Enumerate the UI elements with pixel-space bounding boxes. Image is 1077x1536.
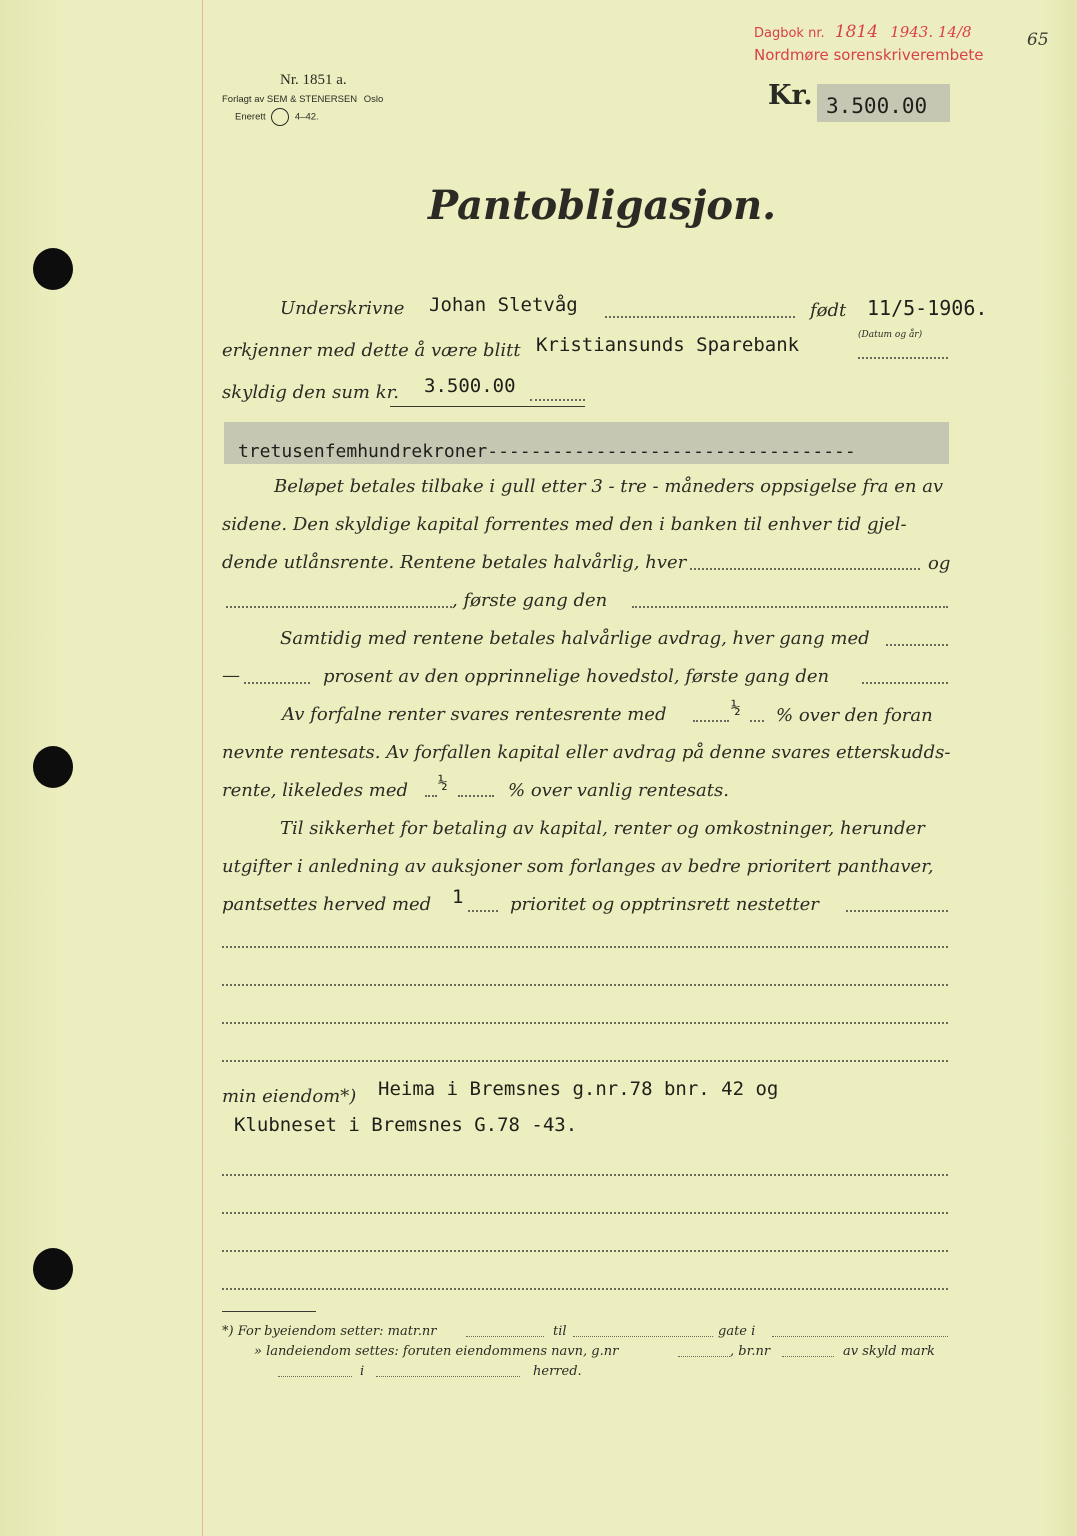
dotted-line xyxy=(222,984,948,986)
sum-underline xyxy=(390,406,585,407)
undersigned-label: Underskrivne xyxy=(280,298,405,319)
publisher-line2: Enerett 4–42. xyxy=(235,108,319,126)
registration-stamp-line1 xyxy=(754,22,972,42)
dotted-line xyxy=(886,644,948,646)
dotted-line xyxy=(858,357,948,359)
footnote-line-3-end: herred. xyxy=(533,1364,582,1379)
amount-label: Kr. xyxy=(768,80,813,111)
undersigned-value: Johan Sletvåg xyxy=(429,294,578,316)
dotted-line xyxy=(862,682,948,684)
body-line-1: Beløpet betales tilbake i gull etter 3 - tre - måneders oppsigelse fra en av xyxy=(274,476,944,497)
dotted-line xyxy=(632,606,948,608)
punch-hole xyxy=(33,248,73,290)
dotted-line xyxy=(468,910,498,912)
footnote-line-3: i xyxy=(360,1364,365,1379)
footnote-separator xyxy=(222,1311,316,1312)
body-line-8: nevnte rentesats. Av forfallen kapital eller avdrag på denne svares etterskudds- xyxy=(222,742,951,763)
body-line-11: utgifter i anledning av auksjoner som forlanges av bedre prioritert panthaver, xyxy=(222,856,934,877)
body-line-4: , første gang den xyxy=(452,590,608,611)
dotted-line xyxy=(278,1376,352,1377)
property-label: min eiendom*) xyxy=(222,1086,357,1107)
page-note: 65 xyxy=(1027,30,1049,50)
body-line-10: Til sikkerhet for betaling av kapital, renter og omkostninger, herunder xyxy=(280,818,925,839)
priority-value: 1 xyxy=(452,886,464,908)
dotted-line xyxy=(222,1022,948,1024)
sum-label: skyldig den sum kr. xyxy=(222,382,399,403)
born-value: 11/5-1906. xyxy=(867,296,988,320)
dotted-line xyxy=(425,795,437,797)
sum-words: tretusenfemhundrekroner---------------------------------- xyxy=(238,441,856,462)
body-line-3: dende utlånsrente. Rentene betales halvårlig, hver xyxy=(222,552,687,573)
body-line-12-end: prioritet og opptrinsrett nestetter xyxy=(510,894,819,915)
dotted-line xyxy=(222,1174,948,1176)
dotted-line xyxy=(376,1376,520,1377)
body-line-7-end: % over den foran xyxy=(776,705,933,726)
dotted-line xyxy=(222,1250,948,1252)
creditor-label: erkjenner med dette å være blitt xyxy=(222,340,521,361)
dotted-line xyxy=(222,1060,948,1062)
body-line-6-dash: — xyxy=(222,665,240,686)
date-hint: (Datum og år) xyxy=(858,330,923,340)
dotted-line xyxy=(678,1356,730,1357)
body-line-5: Samtidig med rentene betales halvårlige avdrag, hver gang med xyxy=(280,628,870,649)
body-line-12: pantsettes herved med xyxy=(222,894,432,915)
publisher-line1: Forlagt av SEM & STENERSEN Oslo xyxy=(222,94,384,105)
interest-fraction: ½ xyxy=(731,698,741,717)
dotted-line xyxy=(846,910,948,912)
dotted-line xyxy=(222,946,948,948)
dotted-line xyxy=(750,720,764,722)
dotted-line xyxy=(693,720,729,722)
footnote-line-1-to: til xyxy=(553,1324,567,1339)
dotted-line xyxy=(573,1336,713,1337)
dotted-line xyxy=(690,568,920,570)
entry-date: 1943. 14/8 xyxy=(890,23,972,41)
late-fraction: ½ xyxy=(438,773,448,792)
dotted-line xyxy=(605,316,795,318)
footnote-line-2-brnr: , br.nr xyxy=(730,1344,771,1359)
document-title: Pantobligasjon. xyxy=(428,182,777,229)
form-number: Nr. 1851 a. xyxy=(280,72,347,88)
amount-value: 3.500.00 xyxy=(826,94,928,118)
body-line-3-end: og xyxy=(928,553,951,574)
dotted-line xyxy=(466,1336,544,1337)
entry-number: 1814 xyxy=(834,22,879,42)
dotted-line xyxy=(782,1356,834,1357)
body-line-9: rente, likeledes med xyxy=(222,780,409,801)
stamp-prefix: Dagbok nr. xyxy=(754,26,825,41)
publisher-logo xyxy=(271,108,289,126)
body-line-9-end: % over vanlig rentesats. xyxy=(508,780,729,801)
body-line-7: Av forfalne renter svares rentesrente med xyxy=(282,704,667,725)
born-label: født xyxy=(810,300,847,321)
dotted-line xyxy=(222,1288,948,1290)
dotted-line xyxy=(244,682,310,684)
dotted-line xyxy=(530,399,585,401)
punch-hole xyxy=(33,1248,73,1290)
punch-hole xyxy=(33,746,73,788)
body-line-2: sidene. Den skyldige kapital forrentes med den i banken til enhver tid gjel- xyxy=(222,514,907,535)
body-line-6: prosent av den opprinnelige hovedstol, første gang den xyxy=(323,666,830,687)
dotted-line xyxy=(458,795,494,797)
footnote-line-2: » landeiendom settes: foruten eiendommens navn, g.nr xyxy=(254,1344,619,1359)
dotted-line xyxy=(772,1336,948,1337)
registration-stamp-line2: Nordmøre sorenskriverembete xyxy=(754,46,984,64)
creditor-value: Kristiansunds Sparebank xyxy=(536,334,800,356)
property-line-2: Klubneset i Bremsnes G.78 -43. xyxy=(234,1114,578,1136)
dotted-line xyxy=(222,1212,948,1214)
sum-value: 3.500.00 xyxy=(424,375,516,397)
property-line-1: Heima i Bremsnes g.nr.78 bnr. 42 og xyxy=(378,1078,779,1100)
footnote-line-1: *) For byeiendom setter: matr.nr xyxy=(222,1324,437,1339)
footnote-line-2-end: av skyld mark xyxy=(843,1344,935,1359)
footnote-line-1-street: gate i xyxy=(718,1324,756,1339)
margin-line xyxy=(202,0,203,1536)
dotted-line xyxy=(226,606,452,608)
